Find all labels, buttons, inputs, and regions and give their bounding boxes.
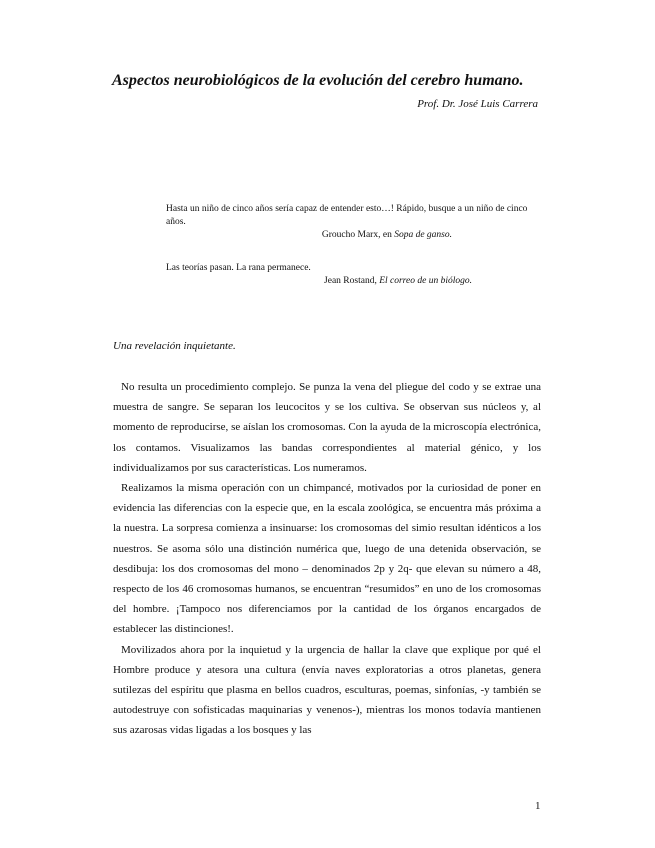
quote-text: Las teorías pasan. La rana permanece. xyxy=(166,263,311,273)
epigraph-quote xyxy=(166,262,530,288)
author-line: Prof. Dr. José Luis Carrera xyxy=(417,98,538,110)
epigraph-quote xyxy=(166,203,530,242)
quote-attribution xyxy=(166,229,530,242)
paragraph: No resulta un procedimiento complejo. Se punza la vena del pliegue del codo y se extrae una muestra de sangre. Se separan los leucocitos y se los cultiva. Se observan sus núcleos y, al momento de reproducirse, se aíslan los cromosomas. Con la ayuda de la microscopía electrónica, los contamos. Visualizamos las bandas correspondientes al material génico, y los individualizamos por sus características. Los numeramos. xyxy=(113,381,541,474)
paragraph: Realizamos la misma operación con un chimpancé, motivados por la curiosidad de poner en evidencia las diferencias con la especie que, en la escala zoológica, se encuentra más próxima a la nuestra. La sorpresa comienza a insinuarse: los cromosomas del simio resultan idénticos a los nuestros. Se asoma sólo una distinción numérica que, luego de una detenida observación, se desdibuja: los dos cromosomas del mono – denominados 2p y 2q- que elevan su número a 48, respecto de los 46 cromosomas humanos, se encuentran “resumidos” en uno de los cromosomas del hombre. ¡Tampoco nos diferenciamos por la cantidad de los órganos encargados de establecer las distinciones!. xyxy=(113,482,541,636)
paragraph: Movilizados ahora por la inquietud y la urgencia de hallar la clave que explique por qué el Hombre produce y atesora una cultura (envía naves exploratorias a otros planetas, genera sutilezas del espíritu que plasma en bellos cuadros, esculturas, poemas, sinfonías, -y también se autodestruye con sofisticadas maquinarias y venenos-), mientras los monos todavía mantienen sus azarosas vidas ligadas a los bosques y las xyxy=(113,643,541,737)
quote-attribution-work: El correo de un biólogo. xyxy=(379,276,472,286)
quote-attribution-author: Groucho Marx, en xyxy=(321,230,395,240)
quote-attribution-author: Jean Rostand, xyxy=(324,276,380,286)
section-heading: Una revelación inquietante. xyxy=(113,340,236,352)
page-number: 1 xyxy=(535,800,541,812)
body-text xyxy=(113,377,541,741)
document-title: Aspectos neurobiológicos de la evolución del cerebro humano. xyxy=(112,72,524,89)
quote-text: Hasta un niño de cinco años sería capaz de entender esto…! Rápido, busque a un niño de cinco años. xyxy=(166,204,528,227)
quote-attribution xyxy=(166,275,530,288)
quote-attribution-work: Sopa de ganso. xyxy=(394,230,452,240)
